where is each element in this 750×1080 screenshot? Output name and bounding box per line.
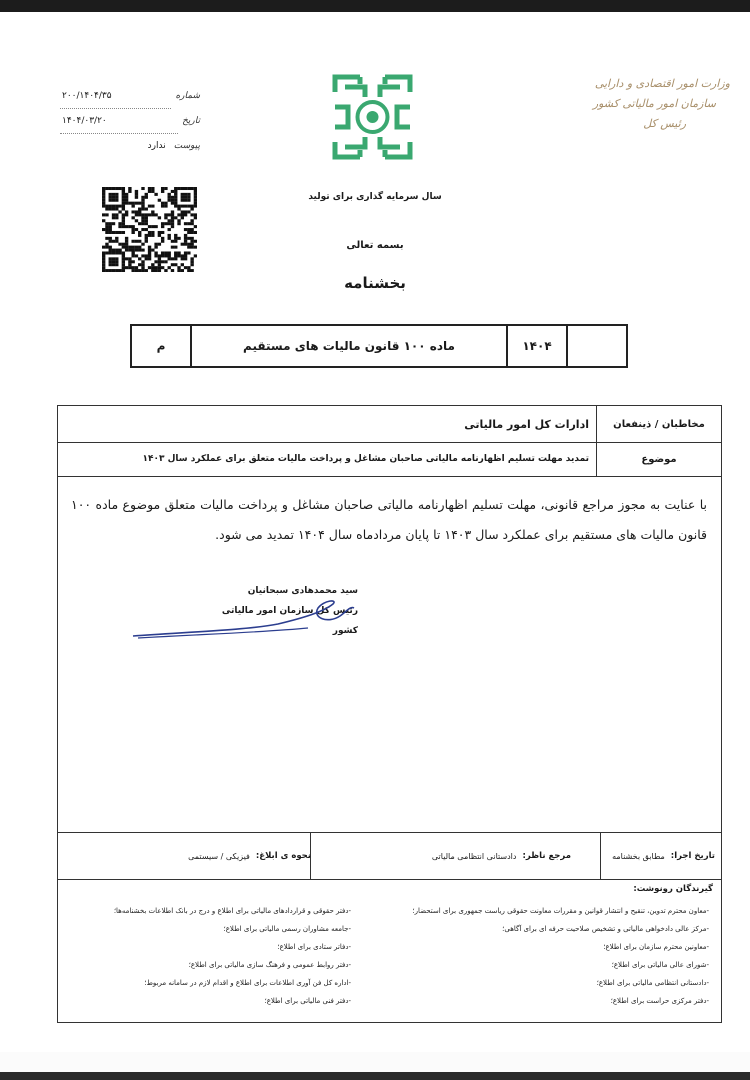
topic-row	[58, 442, 721, 477]
number-label: شماره	[175, 91, 200, 101]
ministry-line: سازمان امور مالیاتی کشور	[592, 97, 716, 110]
cc-item: -دفتر فنی مالیاتی برای اطلاع؛	[264, 997, 351, 1005]
addressee-value: ادارات کل امور مالیاتی	[464, 417, 589, 431]
execution-row	[58, 832, 721, 880]
number-row	[60, 84, 200, 109]
row-divider	[600, 833, 601, 879]
cc-item: -جامعه مشاوران رسمی مالیاتی برای اطلاع؛	[223, 925, 351, 933]
tax-organization-logo	[330, 72, 415, 162]
cc-item: -شورای عالی مالیاتی برای اطلاع؛	[611, 961, 709, 969]
cc-item: -دفتر حقوقی و قراردادهای مالیاتی برای اطلاع و درج در بانک اطلاعات بخشنامه‌ها؛	[113, 907, 351, 915]
notify-cell	[188, 833, 311, 879]
date-row	[60, 109, 200, 134]
cc-list-right	[379, 902, 709, 1010]
ministry-line: وزارت امور اقتصادی و دارایی	[594, 77, 730, 90]
attachment-row	[60, 134, 200, 158]
letter-meta	[60, 84, 200, 158]
ministry-line: رئیس کل	[643, 117, 686, 130]
date-label: تاریخ	[182, 116, 200, 126]
reference-table	[130, 324, 628, 368]
exec-cell	[612, 833, 715, 879]
addressee-label: مخاطبان / ذینفعان	[596, 406, 721, 442]
topic-value: تمدید مهلت تسلیم اظهارنامه مالیاتی صاحبان مشاغل و پرداخت مالیات متعلق برای عملکرد سال ۱۴۰۳	[142, 454, 589, 464]
cc-item: -دفتر روابط عمومی و فرهنگ سازی مالیاتی برای اطلاع؛	[188, 961, 351, 969]
ref-year: ۱۴۰۴	[507, 325, 567, 367]
ministry-letterhead	[560, 74, 730, 134]
signatory-title: رئیس کل سازمان امور مالیاتی کشور	[221, 606, 358, 636]
notify-value: فیزیکی / سیستمی	[188, 851, 250, 861]
cc-item: -معاونین محترم سازمان برای اطلاع؛	[603, 943, 709, 951]
exec-label: تاریخ اجرا:	[670, 851, 715, 861]
top-bar	[0, 0, 750, 12]
notify-label: نحوه ی ابلاغ:	[255, 851, 311, 861]
date-value: ۱۴۰۴/۰۳/۲۰	[60, 109, 178, 134]
document-title: بخشنامه	[344, 274, 406, 292]
exec-value: مطابق بخشنامه	[612, 851, 665, 861]
supervisor-label: مرجع ناظر:	[522, 851, 571, 861]
ref-blank-cell	[567, 325, 627, 367]
attachment-label: پیوست	[173, 141, 200, 151]
signature	[128, 594, 358, 644]
ref-code: م	[131, 325, 191, 367]
attachment-value: ندارد	[147, 141, 166, 151]
cc-item: -دفاتر ستادی برای اطلاع؛	[277, 943, 351, 951]
circular-body-box	[57, 405, 722, 1023]
document-page	[0, 12, 750, 1052]
circular-text: با عنایت به مجوز مراجع قانونی، مهلت تسلیم اظهارنامه مالیاتی صاحبان مشاغل و پرداخت مالیات متعلق موضوع ماده ۱۰۰ قانون مالیات های مستقیم برای عملکرد سال ۱۴۰۳ تا پایان مردادماه سال ۱۴۰۴ تمدید می شود.	[71, 497, 707, 542]
cc-item: -دفتر مرکزی حراست برای اطلاع؛	[610, 997, 709, 1005]
bottom-bar	[0, 1072, 750, 1080]
topic-label: موضوع	[596, 442, 721, 476]
supervisor-cell	[432, 833, 571, 879]
cc-item: -اداره کل فن آوری اطلاعات برای اطلاع و اقدام لازم در سامانه مربوط؛	[144, 979, 351, 987]
cc-title: گیرندگان رونوشت:	[633, 884, 713, 894]
year-slogan: سال سرمایه گذاری برای تولید	[308, 192, 442, 202]
signatory-name: سید محمدهادی سبحانیان	[247, 586, 358, 596]
cc-item: -دادستانی انتظامی مالیاتی برای اطلاع؛	[596, 979, 709, 987]
addressee-row	[58, 406, 721, 443]
cc-item: -مرکز عالی دادخواهی مالیاتی و تشخیص صلاحیت حرفه ای برای آگاهی؛	[502, 925, 709, 933]
cc-item: -معاون محترم تدوین، تنقیح و انتشار قوانین و مقررات معاونت حقوقی ریاست جمهوری برای استحضار؛	[412, 907, 709, 915]
number-value: ۲۰۰/۱۴۰۴/۳۵	[60, 84, 171, 109]
cc-list-left	[61, 902, 351, 1010]
supervisor-value: دادستانی انتظامی مالیاتی	[431, 851, 517, 861]
ref-subject: ماده ۱۰۰ قانون مالیات های مستقیم	[191, 325, 507, 367]
basmala: بسمه تعالی	[346, 240, 404, 251]
